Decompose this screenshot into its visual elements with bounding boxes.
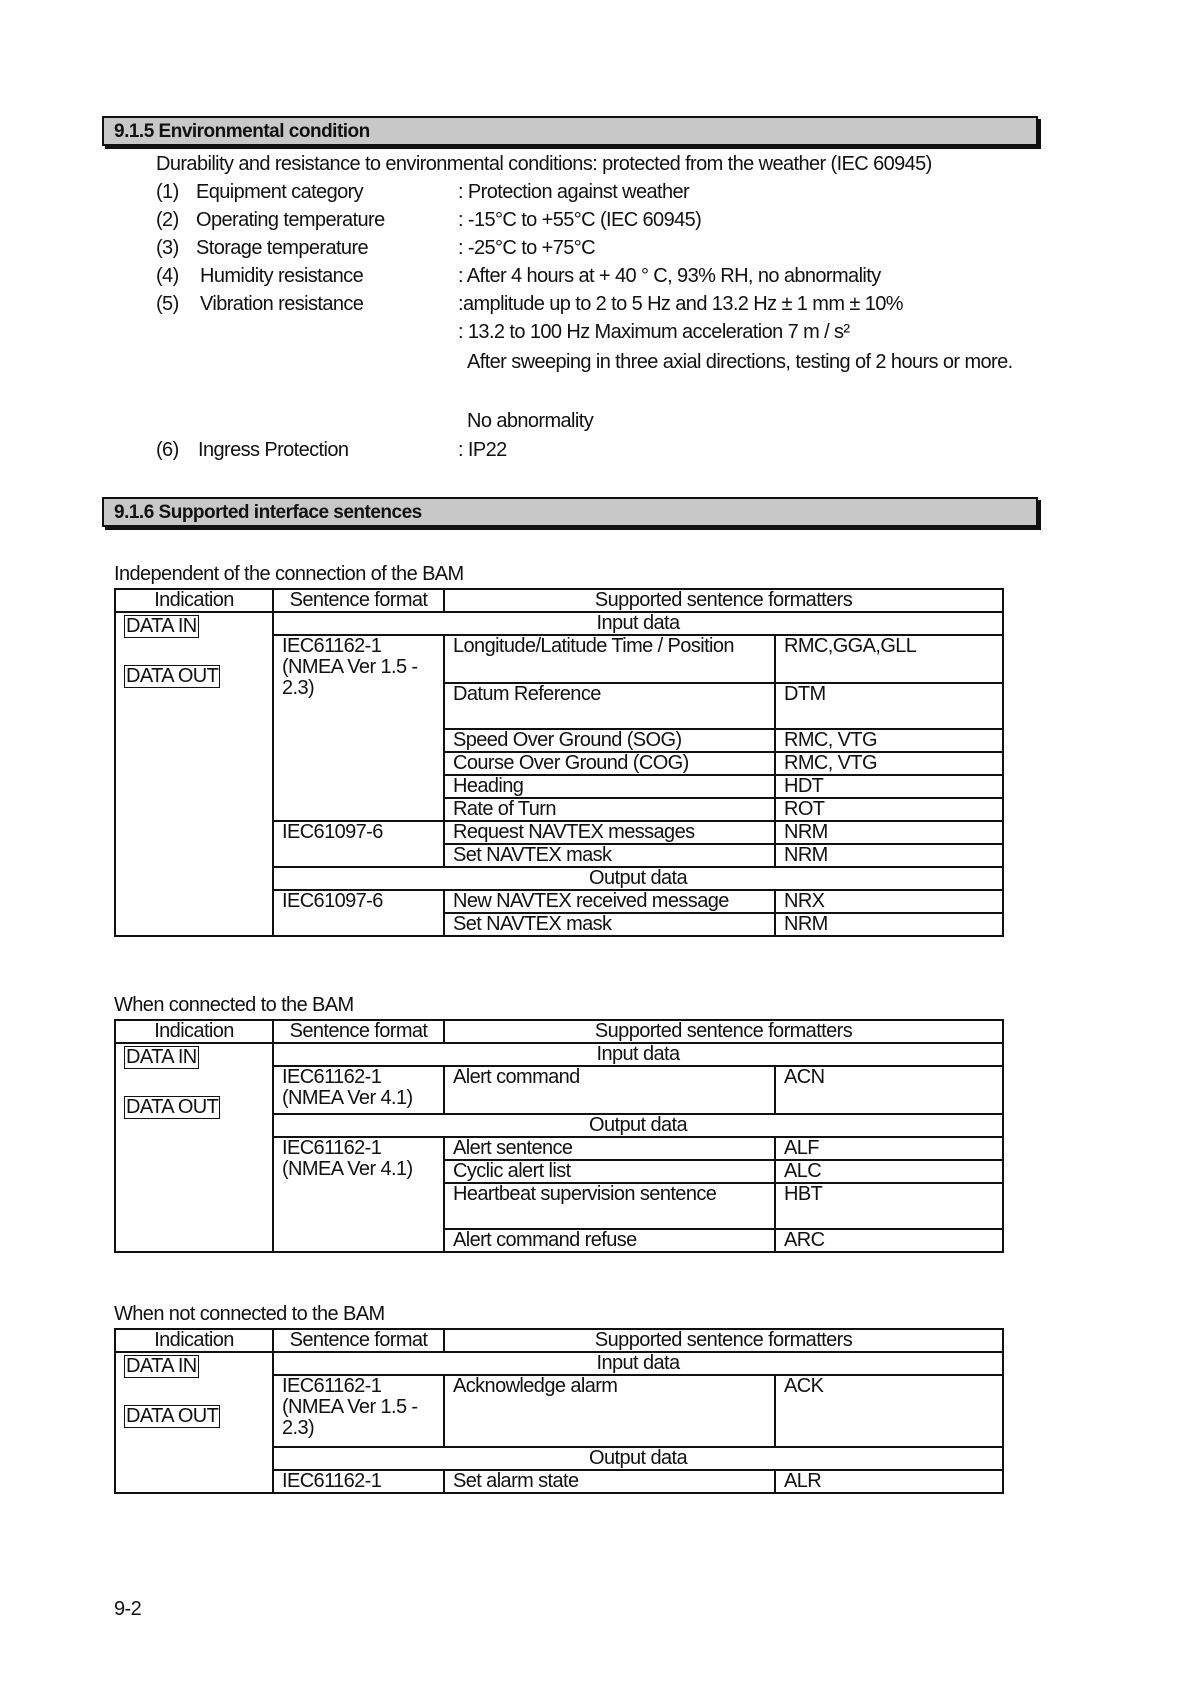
item-value: : IP22 bbox=[458, 439, 507, 461]
item-label: Vibration resistance bbox=[200, 293, 364, 315]
data-in-label: DATA IN bbox=[126, 615, 197, 637]
sentence-code: NRM bbox=[775, 844, 1003, 867]
data-out-label: DATA OUT bbox=[126, 1096, 219, 1118]
sentence-format-cell: IEC61097-6 bbox=[273, 821, 444, 867]
item-value: : Protection against weather bbox=[458, 181, 690, 203]
sentence-name: Cyclic alert list bbox=[444, 1160, 775, 1183]
item-label: Humidity resistance bbox=[200, 265, 364, 287]
sentence-name: Set NAVTEX mask bbox=[444, 913, 775, 936]
sentence-code: ROT bbox=[775, 798, 1003, 821]
section-heading-environmental: 9.1.5 Environmental condition bbox=[102, 116, 1038, 146]
sentence-name: Datum Reference bbox=[444, 683, 775, 729]
col-header-sentence-format: Sentence format bbox=[273, 589, 444, 612]
sentence-format-cell: IEC61162-1 (NMEA Ver 1.5 - 2.3) bbox=[273, 1375, 444, 1447]
sentence-name: Speed Over Ground (SOG) bbox=[444, 729, 775, 752]
sentence-format-cell: IEC61162-1 (NMEA Ver 1.5 - 2.3) bbox=[273, 635, 444, 821]
col-header-indication: Indication bbox=[115, 1020, 273, 1043]
sentence-name: Alert sentence bbox=[444, 1137, 775, 1160]
sentence-code: DTM bbox=[775, 683, 1003, 729]
sentence-code: NRM bbox=[775, 821, 1003, 844]
sentence-code: HDT bbox=[775, 775, 1003, 798]
item-value: :amplitude up to 2 to 5 Hz and 13.2 Hz ± 1 mm ± 10% bbox=[458, 293, 903, 315]
item-value-extra: : 13.2 to 100 Hz Maximum acceleration 7 m / s² bbox=[458, 321, 850, 343]
sentence-code: ALC bbox=[775, 1160, 1003, 1183]
item-value-extra: After sweeping in three axial directions, testing of 2 hours or more. bbox=[467, 351, 1013, 373]
output-data-header: Output data bbox=[273, 1114, 1003, 1137]
input-data-header: Input data bbox=[273, 1352, 1003, 1375]
sentence-format-cell: IEC61162-1 bbox=[273, 1470, 444, 1493]
item-label: Operating temperature bbox=[196, 209, 385, 231]
data-in-label: DATA IN bbox=[126, 1046, 197, 1068]
sentence-name: New NAVTEX received message bbox=[444, 890, 775, 913]
table-caption: Independent of the connection of the BAM bbox=[114, 563, 464, 585]
col-header-indication: Indication bbox=[115, 1329, 273, 1352]
sentence-code: RMC, VTG bbox=[775, 752, 1003, 775]
item-number: (2) bbox=[156, 209, 179, 231]
sentence-code: RMC,GGA,GLL bbox=[775, 635, 1003, 683]
interface-table-bam-not-connected bbox=[114, 1328, 1004, 1494]
col-header-formatters: Supported sentence formatters bbox=[444, 589, 1003, 612]
output-data-header: Output data bbox=[273, 867, 1003, 890]
page-number: 9-2 bbox=[114, 1598, 142, 1620]
item-number: (5) bbox=[156, 293, 179, 315]
col-header-sentence-format: Sentence format bbox=[273, 1329, 444, 1352]
input-data-header: Input data bbox=[273, 612, 1003, 635]
col-header-indication: Indication bbox=[115, 589, 273, 612]
item-number: (4) bbox=[156, 265, 179, 287]
data-in-label: DATA IN bbox=[126, 1355, 197, 1377]
indication-cell bbox=[115, 1352, 273, 1493]
sentence-code: NRX bbox=[775, 890, 1003, 913]
interface-table-independent bbox=[114, 588, 1004, 937]
output-data-header: Output data bbox=[273, 1447, 1003, 1470]
col-header-formatters: Supported sentence formatters bbox=[444, 1329, 1003, 1352]
sentence-name: Acknowledge alarm bbox=[444, 1375, 775, 1447]
sentence-format-cell: IEC61162-1 (NMEA Ver 4.1) bbox=[273, 1137, 444, 1252]
sentence-format-cell: IEC61162-1 (NMEA Ver 4.1) bbox=[273, 1066, 444, 1114]
sentence-name: Set NAVTEX mask bbox=[444, 844, 775, 867]
sentence-name: Heartbeat supervision sentence bbox=[444, 1183, 775, 1229]
data-out-label: DATA OUT bbox=[126, 665, 219, 687]
indication-cell bbox=[115, 1043, 273, 1252]
table-caption: When not connected to the BAM bbox=[114, 1303, 385, 1325]
item-value: : After 4 hours at + 40 ° C, 93% RH, no abnormality bbox=[458, 265, 881, 287]
sentence-name: Request NAVTEX messages bbox=[444, 821, 775, 844]
sentence-code: RMC, VTG bbox=[775, 729, 1003, 752]
sentence-code: NRM bbox=[775, 913, 1003, 936]
item-number: (3) bbox=[156, 237, 179, 259]
sentence-code: ALF bbox=[775, 1137, 1003, 1160]
item-number: (6) bbox=[156, 439, 179, 461]
sentence-code: ACK bbox=[775, 1375, 1003, 1447]
item-value: : -15°C to +55°C (IEC 60945) bbox=[458, 209, 702, 231]
sentence-code: ALR bbox=[775, 1470, 1003, 1493]
sentence-name: Rate of Turn bbox=[444, 798, 775, 821]
col-header-formatters: Supported sentence formatters bbox=[444, 1020, 1003, 1043]
item-label: Storage temperature bbox=[196, 237, 369, 259]
sentence-code: HBT bbox=[775, 1183, 1003, 1229]
sentence-name: Course Over Ground (COG) bbox=[444, 752, 775, 775]
table-caption: When connected to the BAM bbox=[114, 994, 354, 1016]
indication-cell bbox=[115, 612, 273, 936]
environmental-intro: Durability and resistance to environmental conditions: protected from the weather (IEC 60945) bbox=[156, 153, 932, 175]
interface-table-bam-connected bbox=[114, 1019, 1004, 1253]
item-value: : -25°C to +75°C bbox=[458, 237, 596, 259]
col-header-sentence-format: Sentence format bbox=[273, 1020, 444, 1043]
sentence-code: ACN bbox=[775, 1066, 1003, 1114]
sentence-name: Alert command bbox=[444, 1066, 775, 1114]
sentence-name: Alert command refuse bbox=[444, 1229, 775, 1252]
input-data-header: Input data bbox=[273, 1043, 1003, 1066]
sentence-name: Set alarm state bbox=[444, 1470, 775, 1493]
item-value-extra: No abnormality bbox=[467, 410, 594, 432]
item-label: Ingress Protection bbox=[198, 439, 349, 461]
data-out-label: DATA OUT bbox=[126, 1405, 219, 1427]
item-label: Equipment category bbox=[196, 181, 364, 203]
item-number: (1) bbox=[156, 181, 179, 203]
section-heading-interface: 9.1.6 Supported interface sentences bbox=[102, 497, 1038, 527]
sentence-name: Heading bbox=[444, 775, 775, 798]
sentence-name: Longitude/Latitude Time / Position bbox=[444, 635, 775, 683]
sentence-format-cell: IEC61097-6 bbox=[273, 890, 444, 936]
sentence-code: ARC bbox=[775, 1229, 1003, 1252]
